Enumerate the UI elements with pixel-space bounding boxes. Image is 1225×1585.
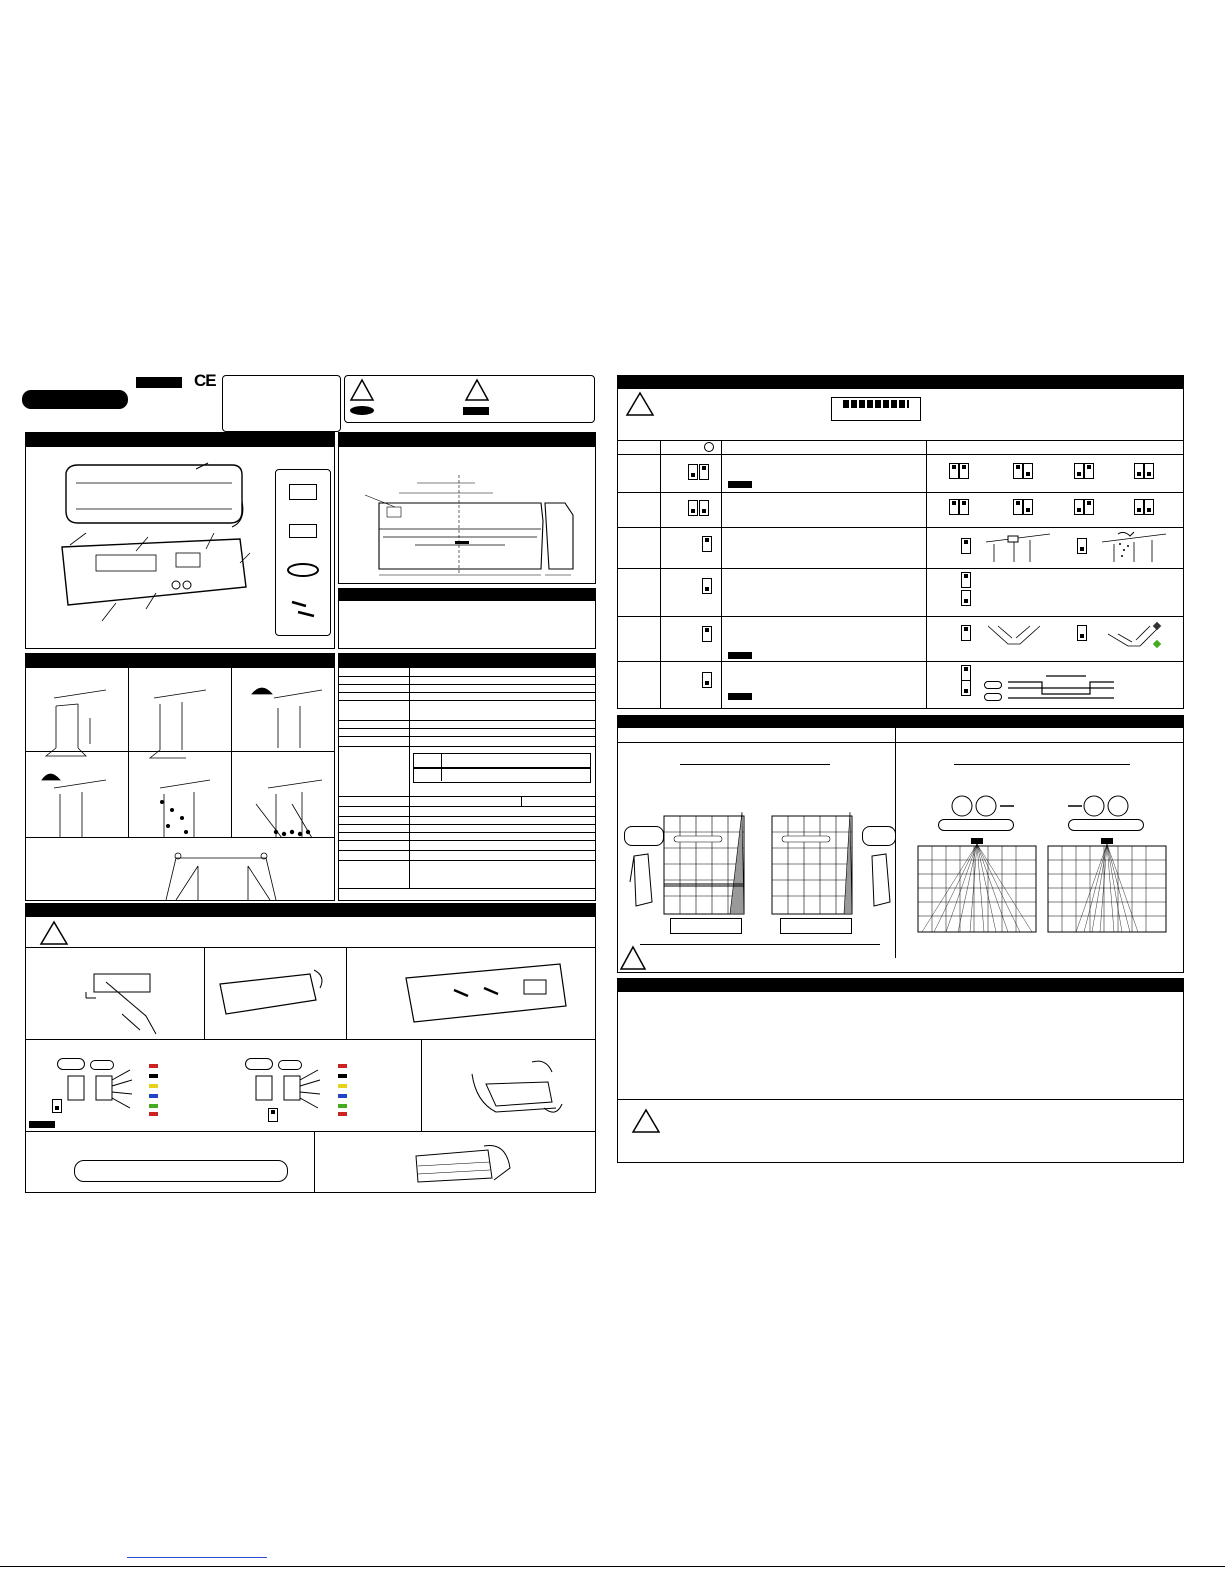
wire-blue [338,1094,347,1098]
dip-switch-icon [699,464,709,480]
sensor-body-drawing [56,533,256,613]
grid-caption-box [670,918,742,934]
detection-pattern-section-header [618,716,1183,728]
note-tag [728,652,752,659]
dip-switch-icon [961,665,971,681]
wiring-label-a [57,1058,85,1070]
dip-switch-icon [1023,499,1033,515]
timing-chart-drawing [1006,672,1116,702]
sensor-cover-drawing [56,461,256,531]
operation-note-pill [74,1160,288,1182]
dip-switch-icon [1013,463,1023,479]
wire-yellow [338,1084,347,1088]
dip-switch-icon [688,464,698,480]
footer-rule [0,1566,1225,1567]
footer-website-link[interactable] [127,1557,267,1558]
installation-section [25,903,596,1193]
note-tag [29,1121,55,1128]
dip-switch-icon [52,1099,62,1113]
wire-green [149,1104,158,1108]
dip-switch-icon [268,1108,278,1122]
dimensions-section [338,432,596,584]
dip-switch-icon [1074,499,1084,515]
depth-grid-right [772,812,856,916]
dip-switch-icon [961,572,971,588]
wiring-label-c [245,1058,273,1070]
model-label-block [136,377,182,388]
notes-section-header [339,589,595,601]
width-grid-wide [918,838,1038,934]
dip-switch-icon [699,500,709,516]
wiring-connector-a [60,1070,140,1110]
dip-switch-icon [1134,463,1144,479]
setting-label-pill [1068,819,1144,831]
wire-yellow [149,1084,158,1088]
mount-body-drawing [398,958,578,1034]
dip-switch-icon [1077,625,1087,641]
wire-red-2 [149,1112,158,1116]
dimensions-section-header [339,433,595,447]
warning-triangle-icon [632,1109,660,1133]
accessories-box [275,469,331,636]
warning-triangle-icon [465,379,489,401]
caution-oval [350,406,374,415]
dip-settings-section-header [618,376,1183,389]
dip-switch-icon [961,680,971,696]
dip-switch-icon [1074,463,1084,479]
drill-template-drawing [86,964,196,1036]
dip-switch-icon [961,625,971,641]
accessory-battery [289,484,317,500]
wire-green [338,1104,347,1108]
accessory-screws [288,596,318,620]
parts-section [25,432,335,649]
beam-angle-drawing [986,624,1042,650]
depth-grid-left [664,812,748,916]
dip-switch-icon [702,672,712,688]
precautions-section [25,653,335,901]
notes-section [338,588,596,649]
door-header-drawing [984,532,1054,562]
adjust-knobs-left [948,792,1028,820]
warning-triangle-icon [626,392,654,416]
grid-caption-box [780,918,852,934]
side-profile-drawing [866,852,896,912]
wiring-connector-b [248,1070,328,1110]
close-cover-drawing [466,1058,566,1128]
installation-section-header [26,904,595,917]
note-tag [728,481,752,488]
dimension-drawing [365,463,591,578]
dip-switch-icon [949,499,959,515]
dip-settings-section [617,375,1184,709]
note-tag [728,693,752,700]
ce-mark: CE [194,371,216,390]
dip-switch-icon [959,499,969,515]
dip-switch-icon [961,590,971,606]
detection-pattern-section [617,715,1184,973]
angle-label-pill [624,826,664,846]
wiring-label-d [278,1060,302,1070]
angle-label-pill [862,826,896,846]
wire-black [338,1074,347,1078]
product-name-badge [22,390,128,409]
dip-switch-icon [1013,499,1023,515]
dip-switch-icon [688,500,698,516]
wiring-label-b [90,1060,114,1070]
wire-red [338,1064,347,1068]
dip-switch-icon [1144,499,1154,515]
adjust-knobs-right [1066,792,1146,820]
remove-cover-drawing [214,964,334,1024]
parts-section-header [26,433,334,447]
header-info-box [222,375,341,432]
precaution-door-drawings [26,668,334,900]
warning-triangle-icon [350,379,374,401]
dip-switch-icon [1084,463,1094,479]
attach-cover-drawing [410,1138,520,1188]
wire-blue [149,1094,158,1098]
dip-switch-icon [1084,499,1094,515]
dip-switch-icon [702,536,712,552]
setting-label-pill [938,819,1014,831]
wire-red-2 [338,1112,347,1116]
dip-switch-bank [831,397,921,421]
dip-switch-icon [702,626,712,642]
warning-legend-box [344,375,595,423]
dip-switch-icon [702,578,712,594]
troubleshooting-section-header [618,979,1183,992]
warning-triangle-icon [40,921,68,945]
specifications-section [338,653,596,901]
dip-switch-icon [1134,499,1144,515]
accessory-template [289,524,317,538]
wire-black [149,1074,158,1078]
dip-switch-icon [961,538,971,554]
dip-switch-icon [1077,538,1087,554]
dip-switch-icon [959,463,969,479]
width-grid-narrow [1048,838,1168,934]
dip-switch-icon [949,463,959,479]
dip-switch-icon [1144,463,1154,479]
side-profile-drawing [628,852,658,912]
precautions-section-header [26,654,334,668]
specifications-section-header [339,654,595,668]
dip-switch-icon [1023,463,1033,479]
troubleshooting-section [617,978,1184,1163]
wire-red [149,1064,158,1068]
accessory-cable [286,562,320,578]
door-rain-drawing [1100,530,1170,562]
warning-triangle-icon [620,946,646,970]
note-tag [463,407,489,415]
